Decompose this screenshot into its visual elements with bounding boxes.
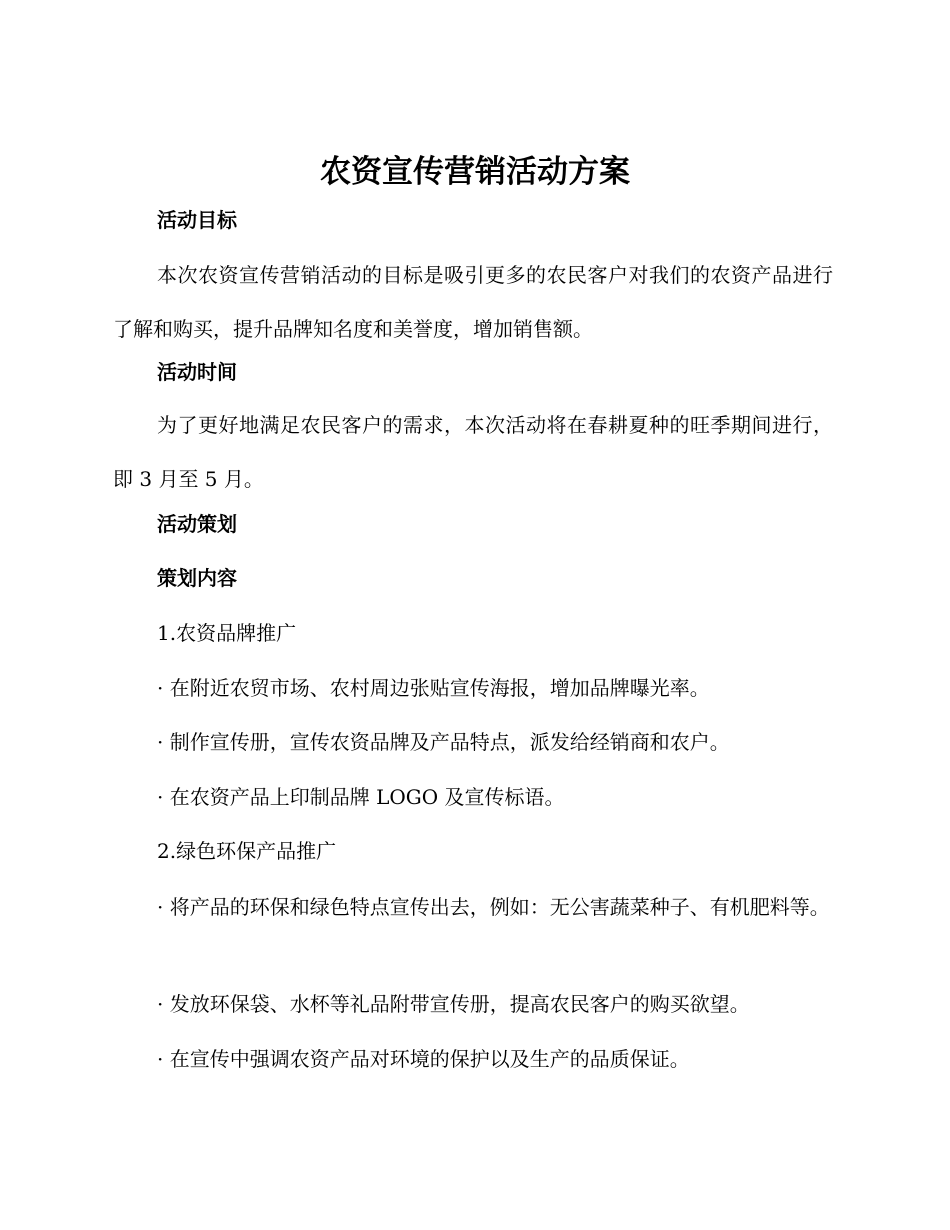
list-item-1-bullet-2: · 制作宣传册，宣传农资品牌及产品特点，派发给经销商和农户。 — [157, 730, 730, 754]
paragraph-goal: 本次农资宣传营销活动的目标是吸引更多的农民客户对我们的农资产品进行了解和购买，提升品牌知名度和美誉度，增加销售额。 — [113, 263, 833, 341]
list-item-1-title: 1.农资品牌推广 — [157, 621, 297, 645]
heading-goal: 活动目标 — [157, 208, 237, 232]
list-item-2-bullet-1: · 将产品的环保和绿色特点宣传出去，例如：无公害蔬菜种子、有机肥料等。 — [157, 895, 830, 919]
list-item-1-bullet-3: · 在农资产品上印制品牌 LOGO 及宣传标语。 — [157, 785, 565, 809]
list-item-2-bullet-2: · 发放环保袋、水杯等礼品附带宣传册，提高农民客户的购买欲望。 — [157, 992, 750, 1016]
heading-plan-content: 策划内容 — [157, 566, 237, 590]
paragraph-time: 为了更好地满足农民客户的需求，本次活动将在春耕夏种的旺季期间进行，即 3 月至 5 月。 — [113, 413, 833, 491]
list-item-2-bullet-3: · 在宣传中强调农资产品对环境的保护以及生产的品质保证。 — [157, 1047, 690, 1071]
heading-plan: 活动策划 — [157, 512, 237, 536]
list-item-2-title: 2.绿色环保产品推广 — [157, 839, 337, 863]
document-title: 农资宣传营销活动方案 — [320, 154, 630, 190]
list-item-1-bullet-1: · 在附近农贸市场、农村周边张贴宣传海报，增加品牌曝光率。 — [157, 676, 710, 700]
heading-time: 活动时间 — [157, 360, 237, 384]
